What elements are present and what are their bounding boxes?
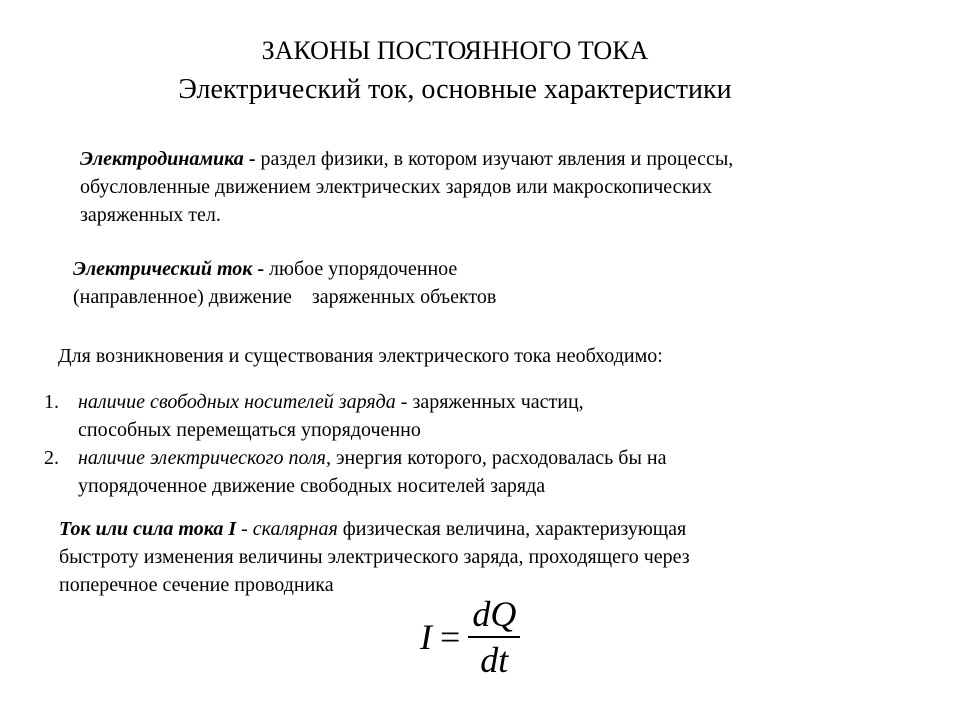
page-subtitle: Электрический ток, основные характеристики [178, 74, 732, 105]
definition-text: физическая величина, характеризующая [342, 518, 687, 540]
electrodynamics-definition [80, 145, 733, 229]
formula-lhs: I [420, 617, 432, 657]
term-separator: - [243, 148, 261, 170]
list-item-line: способных перемещаться упорядоченно [78, 419, 421, 441]
conditions-list [44, 388, 666, 500]
current-strength-definition [59, 515, 690, 599]
list-item-text: энергия которого, расходовалась бы на [335, 447, 667, 469]
list-item-emphasis: наличие свободных носителей заряда [78, 391, 396, 413]
list-item-number: 2. [44, 447, 59, 469]
term-separator: - [252, 258, 270, 280]
term-electric-current: Электрический ток [73, 258, 253, 280]
definition-line: поперечное сечение проводника [59, 574, 334, 596]
list-item-number: 1. [44, 391, 59, 413]
definition-line: (направленное) движение заряженных объектов [73, 286, 497, 308]
term-electrodynamics: Электродинамика [80, 148, 244, 170]
term-separator: - [236, 518, 253, 540]
formula-equals: = [440, 617, 461, 657]
formula-denominator: dt [480, 640, 509, 680]
list-item [44, 388, 666, 444]
definition-line: обусловленные движением электрических зарядов или макроскопических [80, 176, 712, 198]
term-current-strength: Ток или сила тока I [59, 518, 237, 540]
current-formula [420, 592, 560, 682]
definition-text: раздел физики, в котором изучают явления и процессы, [260, 148, 734, 170]
fraction-bar [468, 636, 520, 638]
formula-numerator: dQ [472, 594, 517, 634]
current-definition [73, 255, 496, 311]
definition-line: заряженных тел. [80, 204, 221, 226]
conditions-intro: Для возникновения и существования электрического тока необходимо: [58, 345, 663, 367]
list-item-text: заряженных частиц, [412, 391, 584, 413]
term-emphasis: скалярная [252, 518, 338, 540]
definition-line [73, 255, 496, 283]
list-item [44, 444, 666, 500]
definition-text: любое упорядоченное [269, 258, 458, 280]
formula-fraction [468, 594, 520, 680]
page-title: ЗАКОНЫ ПОСТОЯННОГО ТОКА [261, 36, 649, 65]
list-item-line [78, 388, 666, 416]
list-item-line [78, 444, 666, 472]
list-item-emphasis: наличие электрического поля, [78, 447, 331, 469]
list-item-separator: - [395, 391, 413, 413]
list-item-line: упорядоченное движение свободных носителей заряда [78, 475, 546, 497]
definition-line [59, 515, 690, 543]
definition-line: быстроту изменения величины электрического заряда, проходящего через [59, 546, 690, 568]
definition-line [80, 145, 733, 173]
